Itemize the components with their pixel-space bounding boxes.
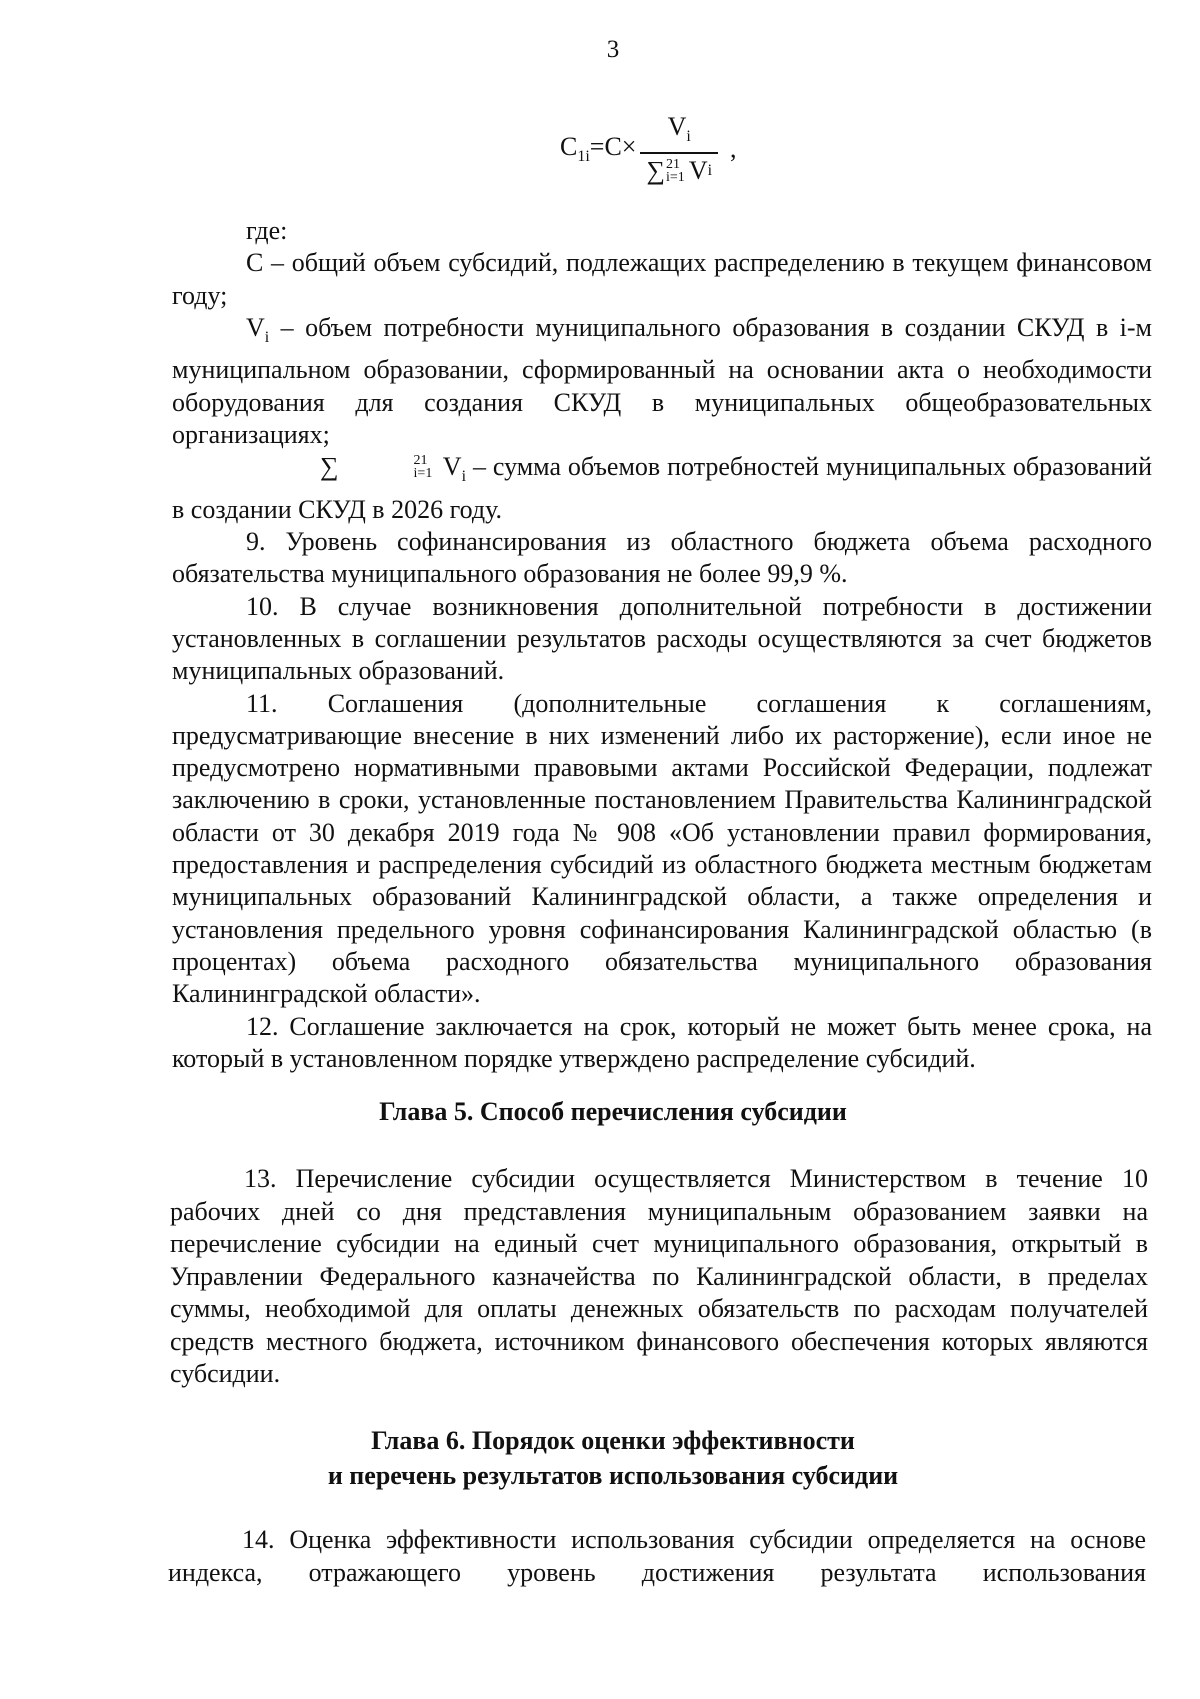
definition-vi-text: – объем потребности муниципального образования в создании СКУД в i-м муниципальном образовании, сформированный на основании акта о необходимости оборудования для создания СКУД в муниципальных общеобразовательных организациях;: [172, 312, 1152, 449]
chapter-6-title-line-1: Глава 6. Порядок оценки эффективности: [371, 1426, 855, 1455]
page-number: 3: [606, 36, 620, 63]
formula-lhs: [560, 132, 636, 166]
definition-vi: [172, 312, 1152, 451]
definition-vi-sub: i: [264, 329, 270, 347]
paragraph-9: 9. Уровень софинансирования из областного бюджета объема расходного обязательства муниципального образования не более 99,9 %.: [172, 527, 1152, 589]
definition-sum-sub: i: [461, 468, 467, 486]
paragraph-10: 10. В случае возникновения дополнительной потребности в достижении установленных в соглашении результатов расходы осуществляются за счет бюджетов муниципальных образований.: [172, 591, 1152, 686]
chapter-6-title-line-2: и перечень результатов использования субсидии: [327, 1461, 899, 1490]
sum-upper-limit: 21: [666, 157, 681, 173]
formula-numerator: [662, 112, 697, 152]
sum-sign: ∑: [646, 156, 666, 186]
definition-sum-sign: ∑: [320, 452, 339, 482]
definition-sum-upper: 21: [413, 453, 428, 469]
formula-eq-mult: =C×: [589, 132, 637, 161]
distribution-formula: [560, 112, 737, 186]
definition-vi-var: V: [246, 312, 265, 342]
chapter-5-title: Глава 5. Способ перечисления субсидии: [379, 1097, 847, 1126]
formula-fraction: [640, 112, 718, 186]
chapter-6-text: [168, 1524, 1146, 1589]
formula-lhs-var: C: [560, 132, 578, 161]
definition-sum-lower: i=1: [413, 466, 433, 482]
formula-den-var: V: [688, 156, 708, 186]
definition-sum-expr: [246, 451, 436, 483]
chapter-6-title: [0, 1423, 1200, 1493]
sum-limits: [666, 158, 685, 184]
paragraph-11: 11. Соглашения (дополнительные соглашения к соглашениям, предусматривающие внесение в них изменений либо их расторжение), если иное не предусмотрено нормативными правовыми актами Российской Федерации, подлежат заключению в сроки, установленные постановлением Правительства Калининградской области от 30 декабря 2019 года № 908 «Об установлении правил формирования, предоставления и распределения субсидий из областного бюджета местным бюджетам муниципальных образований Калининградской области, а также определения и установления предельного уровня софинансирования Калининградской областью (в процентах) объема расходного обязательства муниципального образования Калининградской области».: [172, 688, 1152, 1009]
formula-denominator: [640, 152, 718, 186]
definition-sum: [172, 451, 1152, 526]
formula-sum: [646, 156, 712, 186]
body-text: [172, 215, 1152, 1075]
definition-sum-limits: [340, 454, 433, 480]
paragraph-12: 12. Соглашение заключается на срок, который не может быть менее срока, на который в установленном порядке утверждено распределение субсидий.: [172, 1011, 1152, 1073]
definition-sum-text: – сумма объемов потребностей муниципальных образований в создании СКУД в 2026 году.: [172, 452, 1153, 524]
paragraph-13: 13. Перечисление субсидии осуществляется Министерством в течение 10 рабочих дней со дня представления муниципальным образованием заявки на перечисление субсидии на единый счет муниципального образования, открытый в Управлении Федерального казначейства по Калининградской области, в пределах суммы, необходимой для оплаты денежных обязательств по расходам получателей средств местного бюджета, источником финансового обеспечения которых являются субсидии.: [170, 1164, 1148, 1388]
definition-c: С – общий объем субсидий, подлежащих распределению в текущем финансовом году;: [172, 248, 1152, 310]
where-label: где:: [246, 216, 288, 245]
formula-lhs-sub: 1i: [577, 148, 590, 166]
chapter-5-text: [170, 1163, 1148, 1391]
formula-den-sub: i: [707, 162, 713, 180]
paragraph-14: 14. Оценка эффективности использования субсидии определяется на основе индекса, отражающего уровень достижения результата использования: [168, 1525, 1146, 1587]
formula-num-var: V: [667, 112, 687, 141]
formula-num-sub: i: [686, 128, 691, 146]
definition-sum-var: V: [436, 452, 462, 482]
sum-lower-limit: i=1: [666, 170, 685, 186]
formula-comma: ,: [730, 134, 737, 164]
